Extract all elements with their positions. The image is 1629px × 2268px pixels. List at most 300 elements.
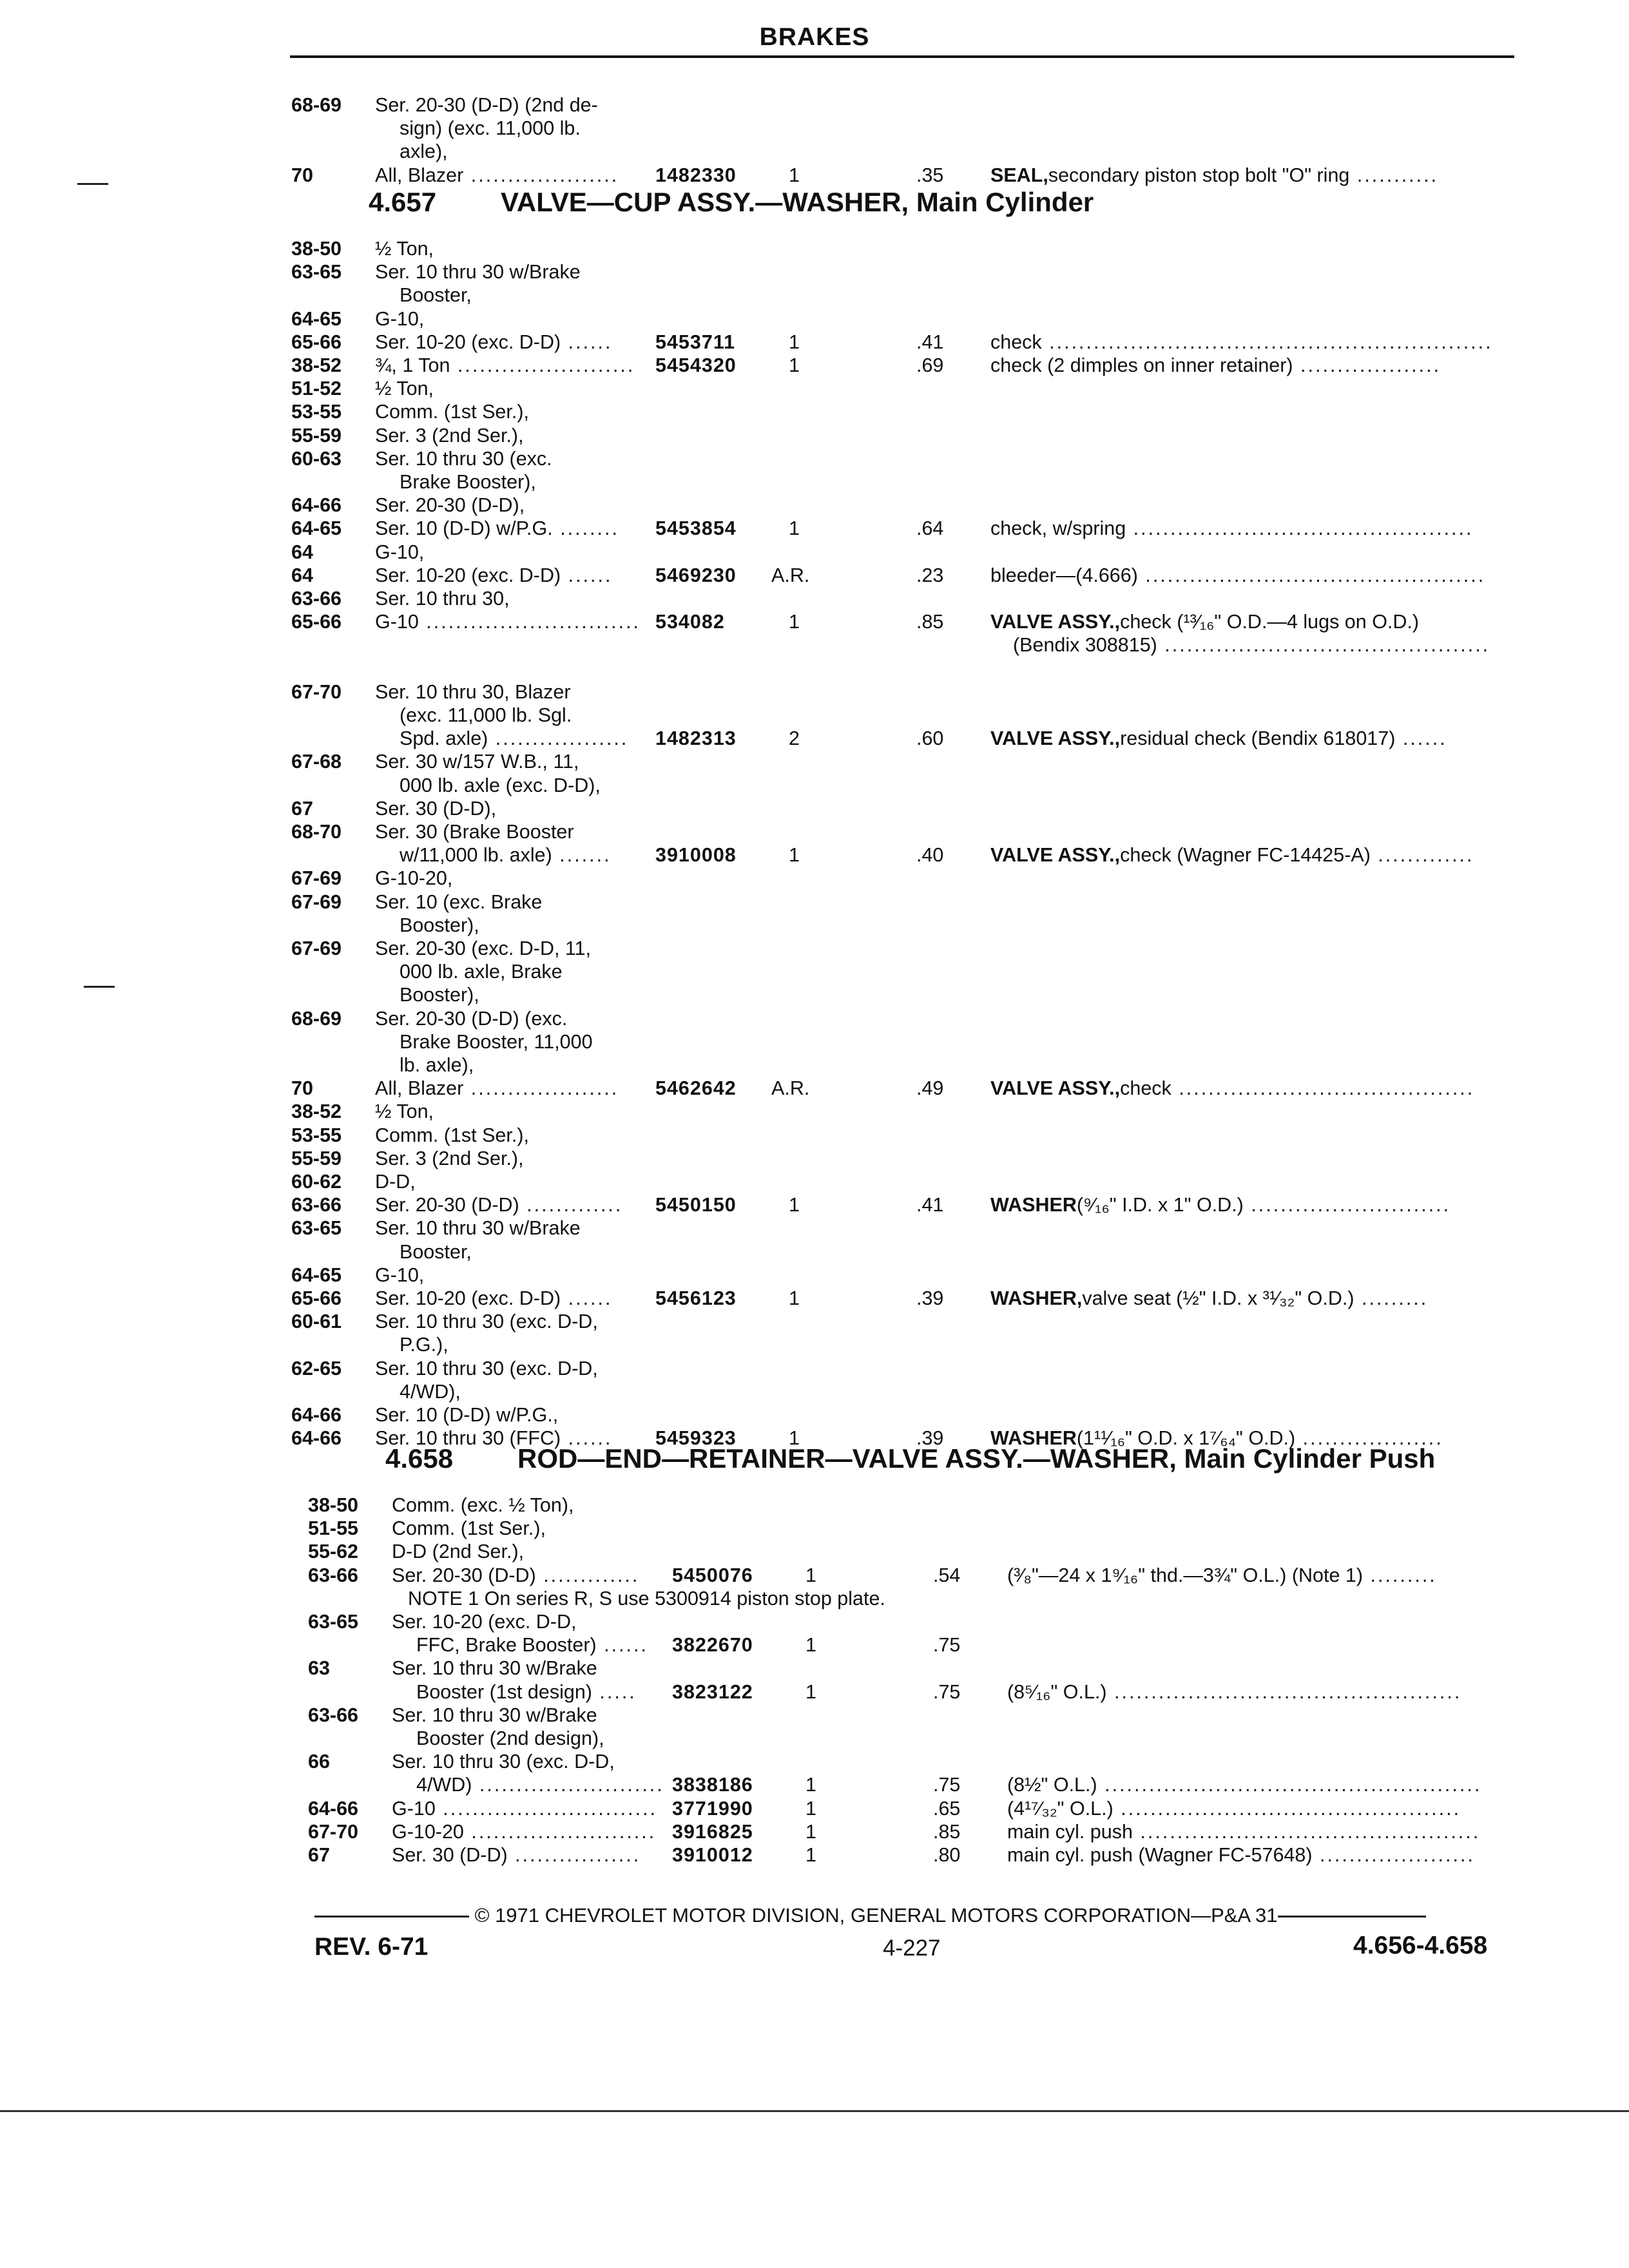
description-text: main cyl. push — [1007, 1820, 1133, 1843]
model-text: Ser. 10 (D-D) w/P.G. — [375, 517, 553, 540]
model-year: 68-69 — [291, 1007, 342, 1030]
model-application — [375, 937, 591, 960]
leader-dots: ........... — [1349, 164, 1439, 186]
model-text: Ser. 10-20 (exc. D-D) — [375, 564, 561, 586]
description-text: valve seat (½" I.D. x ³¹⁄₃₂" O.D.) — [1082, 1287, 1354, 1309]
model-text: axle), — [400, 140, 448, 163]
model-application — [400, 117, 581, 140]
model-application — [400, 1053, 474, 1077]
leader-dots: ........................... — [1243, 1194, 1451, 1216]
model-year: 64-65 — [291, 307, 342, 330]
table-row — [291, 820, 1527, 843]
model-application — [416, 1680, 637, 1704]
model-text: D-D (2nd Ser.), — [392, 1541, 525, 1563]
price: .69 — [916, 354, 944, 376]
part-name: VALVE ASSY., — [990, 611, 1121, 633]
leader-dots: ...... — [1395, 727, 1447, 750]
model-year: 63-65 — [291, 1217, 342, 1240]
model-application — [400, 960, 563, 983]
copyright-line — [314, 1904, 1426, 1927]
model-application — [392, 1540, 524, 1563]
model-year: 64-66 — [291, 1404, 342, 1426]
model-application — [375, 260, 581, 284]
part-number: 3910012 — [672, 1844, 753, 1866]
model-year: 63-65 — [291, 261, 342, 284]
model-year: 60-62 — [291, 1171, 342, 1193]
table-row — [291, 354, 1527, 377]
leader-dots: ...... — [561, 331, 613, 353]
model-text: Comm. (1st Ser.), — [375, 401, 529, 423]
model-application — [392, 1657, 597, 1680]
model-text: Ser. 10-20 (exc. D-D, — [392, 1611, 577, 1633]
part-description — [990, 843, 1474, 867]
table-row — [291, 307, 1527, 331]
model-application — [375, 587, 510, 610]
model-application — [375, 890, 542, 914]
model-text: Ser. 10 thru 30 w/Brake — [375, 1217, 581, 1240]
table-row — [308, 1773, 1527, 1796]
model-text: D-D, — [375, 1171, 416, 1193]
table-row — [291, 727, 1527, 750]
table-row — [291, 447, 1527, 470]
model-year: 67-70 — [291, 680, 342, 703]
model-year: 70 — [291, 164, 313, 186]
table-row — [291, 1216, 1527, 1240]
model-application — [375, 541, 424, 564]
table-row — [291, 1100, 1527, 1123]
leader-dots: ...... — [596, 1634, 648, 1657]
model-text: G-10 — [375, 611, 419, 633]
model-text: Ser. 10 (D-D) w/P.G., — [375, 1404, 559, 1426]
description-text: (1¹¹⁄₁₆" O.D. x 1⁷⁄₆₄" O.D.) — [1076, 1427, 1296, 1450]
model-application — [400, 1030, 593, 1053]
model-text: Ser. 20-30 (D-D) — [392, 1564, 536, 1586]
quantity: 2 — [789, 727, 800, 750]
quantity: 1 — [805, 1820, 816, 1843]
model-text: All, Blazer — [375, 164, 464, 186]
model-text: 000 lb. axle, Brake — [400, 961, 563, 983]
table-row — [291, 867, 1527, 890]
model-year: 67-69 — [291, 937, 342, 959]
description-text: check (¹³⁄₁₆" O.D.—4 lugs on O.D.) — [1120, 611, 1420, 633]
quantity: 1 — [789, 611, 800, 633]
copyright-text: © 1971 CHEVROLET MOTOR DIVISION, GENERAL MOTORS CORPORATION—P&A 31 — [469, 1904, 1278, 1927]
model-year: 63-66 — [291, 588, 342, 610]
price: .60 — [916, 727, 944, 750]
table-row — [291, 424, 1527, 447]
leader-dots: ...... — [561, 1427, 613, 1450]
model-application — [400, 843, 612, 867]
model-year: 66 — [308, 1751, 330, 1773]
leader-dots: ............................. — [418, 611, 641, 633]
leader-dots: .............................................. — [1113, 1797, 1461, 1820]
part-description — [990, 331, 1493, 354]
description-text: (Bendix 308815) — [1013, 634, 1157, 657]
model-year: 64-66 — [308, 1797, 359, 1820]
table-row — [291, 470, 1527, 494]
model-application — [416, 1727, 604, 1750]
price: .23 — [916, 564, 944, 586]
table-row — [291, 494, 1527, 517]
quantity: 1 — [805, 1844, 816, 1866]
model-year: 64-65 — [291, 517, 342, 540]
leader-dots: ............. — [1370, 844, 1474, 867]
model-application — [400, 914, 479, 937]
price: .35 — [916, 164, 944, 186]
model-application — [392, 1750, 615, 1773]
section-title — [369, 187, 1094, 218]
model-text: G-10-20, — [375, 867, 453, 890]
model-text: Ser. 10 thru 30 (exc. — [375, 447, 552, 470]
table-row — [291, 331, 1527, 354]
model-application — [400, 140, 448, 163]
model-year: 64-66 — [291, 1427, 342, 1450]
catalog-note: NOTE 1 On series R, S use 5300914 piston stop plate. — [408, 1587, 885, 1610]
table-row — [291, 1053, 1527, 1077]
model-text: Ser. 10 thru 30 (exc. D-D, — [392, 1751, 615, 1773]
table-row — [291, 937, 1527, 960]
model-year: 60-63 — [291, 447, 342, 470]
part-description — [990, 727, 1447, 750]
model-application — [375, 307, 424, 331]
section-heading: VALVE—CUP ASSY.—WASHER, Main Cylinder — [501, 187, 1094, 217]
table-row — [308, 1564, 1527, 1587]
quantity: 1 — [789, 1287, 800, 1309]
model-text: Brake Booster, 11,000 — [400, 1030, 593, 1053]
quantity: 1 — [805, 1797, 816, 1820]
part-description — [990, 1287, 1428, 1310]
model-text: Ser. 10 thru 30 w/Brake — [392, 1657, 597, 1680]
model-year: 62-65 — [291, 1357, 342, 1379]
leader-dots: .............................................. — [1126, 517, 1474, 540]
part-name: WASHER — [990, 1194, 1077, 1216]
revision-label: REV. 6-71 — [314, 1933, 429, 1961]
model-year: 67 — [308, 1844, 330, 1866]
model-year: 38-50 — [308, 1494, 359, 1516]
table-row — [308, 1517, 1527, 1540]
model-text: G-10, — [375, 1264, 425, 1286]
part-description — [990, 164, 1438, 187]
model-application — [375, 797, 496, 820]
header-rule — [290, 55, 1514, 58]
price: .40 — [916, 844, 944, 867]
model-text: Booster (2nd design), — [416, 1727, 604, 1749]
model-application — [392, 1517, 546, 1540]
model-year: 67-70 — [308, 1820, 359, 1843]
table-row — [291, 377, 1527, 400]
model-application — [375, 400, 529, 423]
model-year: 70 — [291, 1077, 313, 1100]
model-text: Ser. 10 thru 30 w/Brake — [375, 261, 581, 284]
table-row — [291, 1357, 1527, 1380]
page-header: BRAKES — [759, 23, 870, 51]
model-year: 65-66 — [291, 331, 342, 353]
part-number: 5453711 — [655, 331, 736, 353]
part-number: 534082 — [655, 611, 725, 633]
model-year: 55-59 — [291, 1147, 342, 1169]
model-application — [375, 164, 619, 187]
model-text: ½ Ton, — [375, 378, 434, 400]
table-row — [308, 1633, 1527, 1657]
description-text: (8½" O.L.) — [1007, 1774, 1097, 1796]
model-application — [375, 424, 524, 447]
leader-dots: ................................................... — [1097, 1774, 1482, 1796]
description-text: (8⁵⁄₁₆" O.L.) — [1007, 1680, 1107, 1703]
model-application — [400, 1380, 461, 1403]
leader-dots: .................... — [463, 1077, 619, 1100]
table-row — [291, 1007, 1527, 1030]
price: .39 — [916, 1427, 944, 1450]
model-text: Ser. 10 thru 30, Blazer — [375, 680, 571, 703]
table-row — [291, 117, 1527, 140]
leader-dots: ................... — [1295, 1427, 1443, 1450]
part-name: SEAL, — [990, 164, 1048, 186]
table-row — [291, 587, 1527, 610]
leader-dots: ............................................................ — [1041, 331, 1493, 353]
model-application — [375, 1403, 558, 1427]
leader-dots: ......................... — [463, 1820, 657, 1843]
part-number: 3910008 — [655, 844, 737, 867]
model-application — [400, 1240, 472, 1264]
model-application — [375, 1100, 434, 1123]
model-application — [400, 284, 472, 307]
table-row — [291, 774, 1527, 797]
leader-dots: ......... — [1363, 1564, 1437, 1586]
model-year: 68-70 — [291, 821, 342, 843]
quantity: 1 — [805, 1634, 816, 1657]
model-text: Ser. 20-30 (D-D) — [375, 1194, 519, 1216]
model-text: Ser. 20-30 (D-D) (2nd de- — [375, 94, 598, 116]
part-name: VALVE ASSY., — [990, 1077, 1121, 1100]
table-row — [291, 1287, 1527, 1310]
part-name: WASHER, — [990, 1287, 1083, 1309]
price: .41 — [916, 331, 944, 353]
model-text: sign) (exc. 11,000 lb. — [400, 117, 581, 140]
model-year: 64 — [291, 564, 313, 586]
table-row — [291, 93, 1527, 117]
table-row — [291, 1077, 1527, 1100]
leader-dots: ..................... — [1312, 1844, 1475, 1866]
model-text: Ser. 30 (D-D), — [375, 797, 497, 820]
table-row — [291, 704, 1527, 727]
part-number: 5450076 — [672, 1564, 753, 1586]
model-text: FFC, Brake Booster) — [416, 1634, 597, 1657]
part-number: 5459323 — [655, 1427, 737, 1450]
quantity: 1 — [789, 1427, 800, 1450]
part-description — [990, 517, 1473, 540]
model-application — [375, 1287, 612, 1310]
part-number: 3838186 — [672, 1774, 753, 1796]
model-text: Comm. (exc. ½ Ton), — [392, 1494, 574, 1516]
model-text: Comm. (1st Ser.), — [392, 1517, 546, 1540]
leader-dots: ......... — [1354, 1287, 1429, 1309]
table-row — [291, 517, 1527, 540]
model-application — [375, 1216, 581, 1240]
model-text: Ser. 3 (2nd Ser.), — [375, 1147, 524, 1169]
model-year: 63-65 — [308, 1611, 359, 1633]
quantity: 1 — [789, 1194, 800, 1216]
part-number: 5453854 — [655, 517, 737, 540]
table-row — [308, 1820, 1527, 1843]
price: .85 — [916, 611, 944, 633]
leader-dots: ............. — [519, 1194, 623, 1216]
part-description — [990, 610, 1419, 633]
model-application — [400, 704, 572, 727]
model-application — [375, 820, 574, 843]
model-application — [392, 1704, 597, 1727]
leader-dots: ....... — [552, 844, 612, 867]
table-row — [291, 890, 1527, 914]
description-text: check — [990, 331, 1042, 353]
quantity: 1 — [789, 164, 800, 186]
table-row — [291, 564, 1527, 587]
model-application — [375, 750, 579, 773]
table-row — [291, 750, 1527, 773]
description-text: bleeder—(4.666) — [990, 564, 1138, 586]
price: .64 — [916, 517, 944, 540]
table-row — [291, 960, 1527, 983]
quantity: 1 — [805, 1564, 816, 1586]
part-number: 3916825 — [672, 1820, 753, 1843]
price: .85 — [933, 1820, 961, 1843]
model-text: Booster), — [400, 914, 479, 936]
section-title — [385, 1443, 1435, 1474]
model-application — [375, 1147, 524, 1170]
part-number: 3771990 — [672, 1797, 753, 1820]
leader-dots: ............................................ — [1157, 634, 1490, 657]
part-description — [1007, 1773, 1481, 1796]
description-text: check (2 dimples on inner retainer) — [990, 354, 1293, 376]
part-description — [990, 1077, 1474, 1100]
model-text: Ser. 10 (exc. Brake — [375, 890, 543, 913]
model-application — [375, 1310, 598, 1333]
model-text: Ser. 30 w/157 W.B., 11, — [375, 751, 579, 773]
leader-dots: ........................ — [450, 354, 635, 376]
model-year: 53-55 — [291, 1124, 342, 1146]
part-description — [1007, 1797, 1461, 1820]
price: .39 — [916, 1287, 944, 1309]
model-text: Ser. 30 (Brake Booster — [375, 821, 574, 843]
model-application — [392, 1494, 574, 1517]
model-year: 67-69 — [291, 867, 342, 890]
part-description — [990, 564, 1485, 587]
model-text: Ser. 10 thru 30 (exc. D-D, — [375, 1311, 598, 1333]
model-application — [375, 93, 598, 117]
model-year: 67-69 — [291, 890, 342, 913]
model-application — [416, 1773, 664, 1796]
model-application — [375, 680, 570, 704]
model-text: Ser. 10 thru 30 (exc. D-D, — [375, 1357, 598, 1379]
quantity: 1 — [789, 331, 800, 353]
part-number: 5456123 — [655, 1287, 737, 1309]
leader-dots: .................... — [463, 164, 619, 186]
model-text: Brake Booster), — [400, 471, 536, 493]
price: .41 — [916, 1194, 944, 1216]
model-text: Booster, — [400, 284, 472, 307]
table-row — [308, 1750, 1527, 1773]
model-year: 55-59 — [291, 424, 342, 447]
table-row — [308, 1610, 1527, 1633]
model-text: Comm. (1st Ser.), — [375, 1124, 529, 1146]
section-range: 4.656-4.658 — [1353, 1932, 1488, 1959]
model-application — [375, 1124, 529, 1147]
model-year: 68-69 — [291, 94, 342, 116]
leader-dots: ..... — [592, 1680, 637, 1703]
table-row — [291, 1403, 1527, 1427]
part-description — [990, 1193, 1451, 1216]
model-text: w/11,000 lb. axle) — [400, 844, 552, 867]
model-application — [375, 1357, 598, 1380]
table-row — [308, 1704, 1527, 1727]
model-application — [375, 1170, 416, 1193]
model-application — [375, 447, 552, 470]
model-text: (exc. 11,000 lb. Sgl. — [400, 704, 572, 726]
model-year: 64-66 — [291, 494, 342, 517]
scan-edge-line — [0, 2110, 1629, 2112]
table-row — [291, 1124, 1527, 1147]
table-row — [291, 284, 1527, 307]
part-number: 1482330 — [655, 164, 737, 186]
model-year: 55-62 — [308, 1541, 359, 1563]
table-row — [308, 1797, 1527, 1820]
model-text: ½ Ton, — [375, 238, 434, 260]
leader-dots: ................... — [1293, 354, 1441, 376]
quantity: A.R. — [771, 564, 810, 586]
quantity: A.R. — [771, 1077, 810, 1100]
part-name: WASHER — [990, 1427, 1077, 1450]
model-year: 53-55 — [291, 401, 342, 423]
table-row — [291, 1170, 1527, 1193]
price: .75 — [933, 1774, 961, 1796]
quantity: 1 — [789, 844, 800, 867]
model-year: 38-52 — [291, 354, 342, 376]
model-year: 60-61 — [291, 1311, 342, 1333]
description-text: main cyl. push (Wagner FC-57648) — [1007, 1844, 1313, 1866]
model-text: G-10, — [375, 541, 425, 563]
part-description — [1007, 1680, 1461, 1704]
model-application — [375, 494, 525, 517]
table-row — [291, 400, 1527, 423]
model-text: 4/WD), — [400, 1380, 461, 1403]
table-row — [308, 1727, 1527, 1750]
section-heading: ROD—END—RETAINER—VALVE ASSY.—WASHER, Main Cylinder Push — [517, 1443, 1436, 1474]
description-text: residual check (Bendix 618017) — [1120, 727, 1396, 750]
model-text: Ser. 10-20 (exc. D-D) — [375, 1287, 561, 1309]
model-text: Ser. 10 thru 30 w/Brake — [392, 1704, 597, 1726]
model-year: 63-66 — [291, 1194, 342, 1216]
table-row — [291, 1147, 1527, 1170]
model-application — [392, 1564, 639, 1587]
margin-mark — [84, 986, 115, 988]
table-row — [291, 260, 1527, 284]
model-application — [375, 1007, 567, 1030]
model-application — [375, 517, 619, 540]
model-text: Ser. 20-30 (exc. D-D, 11, — [375, 937, 592, 959]
table-row — [291, 610, 1527, 633]
table-row — [291, 1264, 1527, 1287]
model-application — [400, 774, 601, 797]
model-text: Booster), — [400, 984, 479, 1006]
leader-dots: .............................................. — [1137, 564, 1486, 586]
table-row — [291, 797, 1527, 820]
description-text: check (Wagner FC-14425-A) — [1120, 844, 1371, 867]
table-row — [291, 164, 1527, 187]
part-description — [1007, 1820, 1480, 1843]
part-number: 5450150 — [655, 1194, 737, 1216]
model-text: 000 lb. axle (exc. D-D), — [400, 774, 601, 796]
part-number: 5462642 — [655, 1077, 737, 1100]
model-application — [375, 867, 452, 890]
